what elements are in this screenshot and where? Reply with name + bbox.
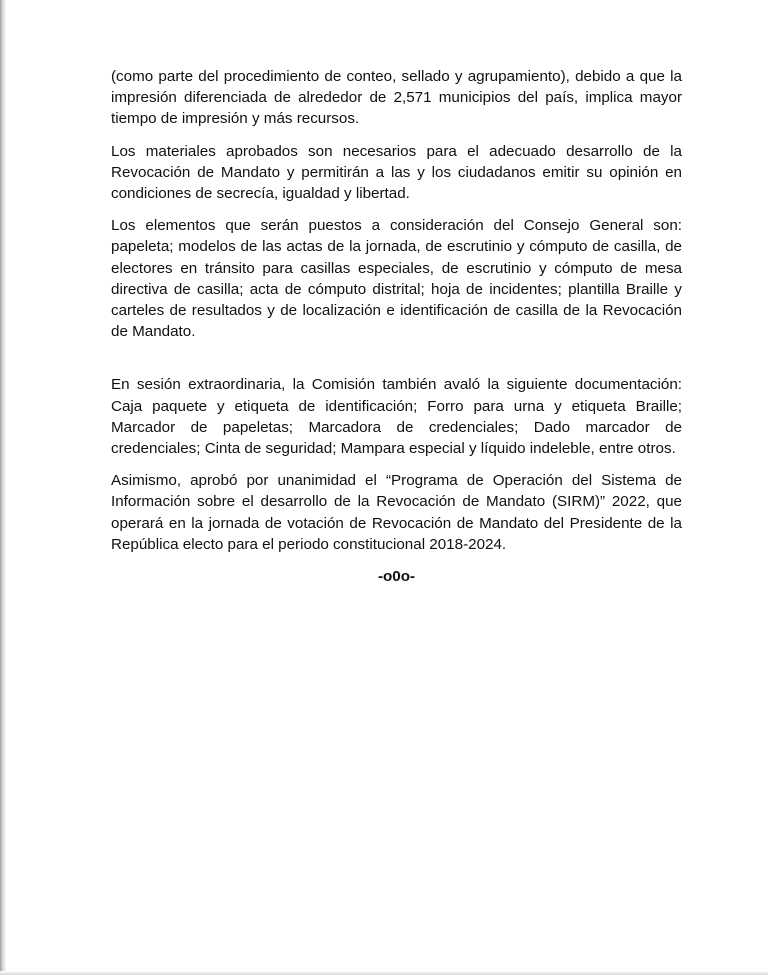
paragraph-elements-for-council: Los elementos que serán puestos a consideración del Consejo General son: papeleta; modelos de las actas de la jornada, de escrutinio y cómputo de casilla, de electores en tránsito para casillas especiales, de escrutinio y cómputo de mesa directiva de casilla; acta de cómputo distrital; hoja de incidentes; plantilla Braille y carteles de resultados y de localización e identificación de casilla de la Revocación de Mandato.	[111, 217, 682, 341]
paragraph-approved-materials: Los materiales aprobados son necesarios para el adecuado desarrollo de la Revocación de Mandato y permitirán a las y los ciudadanos emitir su opinión en condiciones de secrecía, igualdad y libertad.	[111, 142, 682, 203]
paragraph-gap	[111, 353, 682, 374]
page-left-edge-shadow	[0, 0, 6, 975]
paragraph-printing-costs: (como parte del procedimiento de conteo, sellado y agrupamiento), debido a que la impresión diferenciada de alrededor de 2,571 municipios del país, implica mayor tiempo de impresión y más recursos.	[111, 68, 682, 128]
paragraph-extraordinary-session: En sesión extraordinaria, la Comisión también avaló la siguiente documentación: Caja paquete y etiqueta de identificación; Forro para urna y etiqueta Braille; Marcador de papeletas; Marcadora de credenciales; Dado marcador de credenciales; Cinta de seguridad; Mampara especial y líquido indeleble, entre otros.	[111, 376, 682, 458]
closing-mark: -o0o-	[377, 568, 416, 586]
page-bottom-edge-shadow	[0, 971, 768, 975]
document-body	[111, 66, 682, 587]
paragraph-sirm-program: Asimismo, aprobó por unanimidad el “Programa de Operación del Sistema de Información sobre el desarrollo de la Revocación de Mandato (SIRM)” 2022, que operará en la jornada de votación de Revocación de Mandato del Presidente de la República electo para el periodo constitucional 2018-2024.	[111, 472, 682, 553]
